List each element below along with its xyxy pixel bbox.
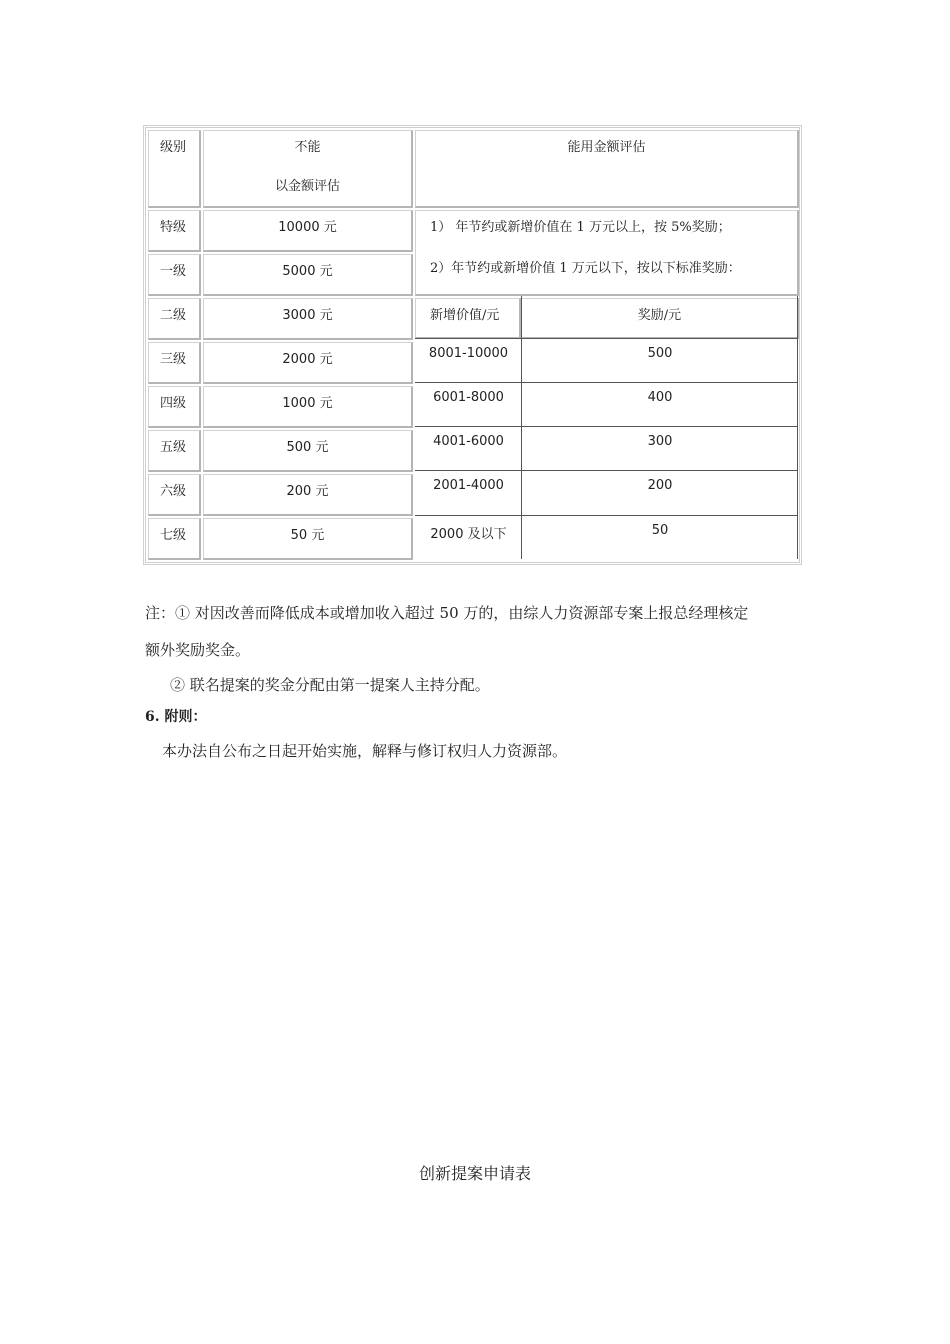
level-name: 特级 (160, 220, 187, 235)
sub-header-value: 新增价值/元 (430, 308, 500, 323)
note-1-line-2: 额外奖励奖金。 (145, 641, 251, 659)
level-name: 六级 (160, 484, 187, 499)
level-amount: 5000 元 (282, 264, 333, 279)
divider-h1 (415, 338, 798, 339)
level-amount-cell (203, 210, 413, 252)
bracket-reward: 500 (647, 346, 673, 361)
level-amount: 2000 元 (282, 352, 333, 367)
footer-title: 创新提案申请表 (418, 1164, 531, 1183)
bracket-range: 2001-4000 (433, 478, 504, 493)
divider-vertical (521, 296, 522, 559)
section-6-title: 6. 附则： (145, 709, 207, 725)
header-monetary-cell (415, 130, 799, 208)
level-name: 七级 (160, 528, 187, 543)
rule-1: 1） 年节约或新增价值在 1 万元以上，按 5%奖励； (430, 220, 731, 235)
level-name-cell (148, 474, 201, 516)
bracket-range: 4001-6000 (433, 434, 504, 449)
note-1-line-1: 注：① 对因改善而降低成本或增加收入超过 50 万的，由综人力资源部专案上报总经理核定 (145, 604, 749, 622)
level-amount-cell (203, 430, 413, 472)
header-non-monetary-line2: 以金额评估 (274, 179, 340, 194)
sub-header-reward-cell (521, 298, 799, 339)
note-2: ② 联名提案的奖金分配由第一提案人主持分配。 (170, 676, 490, 694)
level-name-cell (148, 430, 201, 472)
divider-h2 (415, 382, 798, 383)
level-amount: 200 元 (286, 484, 329, 499)
rules-cell (415, 210, 799, 296)
level-amount-cell (203, 386, 413, 428)
level-amount-cell (203, 254, 413, 296)
level-amount: 3000 元 (282, 308, 333, 323)
level-name-cell (148, 342, 201, 384)
level-amount-cell (203, 298, 413, 340)
sub-header-value-cell (415, 298, 521, 339)
bracket-range: 8001-10000 (428, 346, 509, 361)
sub-header-reward: 奖励/元 (637, 308, 682, 323)
bracket-reward: 400 (647, 390, 673, 405)
level-amount-cell (203, 474, 413, 516)
header-level-cell (148, 130, 201, 208)
level-name-cell (148, 386, 201, 428)
level-amount: 10000 元 (278, 220, 337, 235)
header-non-monetary-line1: 不能 (294, 140, 321, 155)
rule-2: 2）年节约或新增价值 1 万元以下，按以下标准奖励： (430, 261, 741, 276)
level-name: 二级 (160, 308, 187, 323)
divider-right (797, 296, 798, 559)
level-amount-cell (203, 342, 413, 384)
level-name-cell (148, 518, 201, 560)
bracket-range: 6001-8000 (433, 390, 504, 405)
divider-h5 (415, 515, 798, 516)
level-amount: 1000 元 (282, 396, 333, 411)
header-non-monetary-cell (203, 130, 413, 208)
bracket-range: 2000 及以下 (430, 527, 507, 542)
level-name: 三级 (160, 352, 187, 367)
level-amount: 50 元 (290, 528, 325, 543)
level-name-cell (148, 298, 201, 340)
level-amount: 500 元 (286, 440, 329, 455)
divider-h4 (415, 470, 798, 471)
level-name-cell (148, 210, 201, 252)
level-name: 一级 (160, 264, 187, 279)
header-level: 级别 (160, 140, 187, 155)
divider-h3 (415, 426, 798, 427)
level-name: 四级 (160, 396, 187, 411)
level-amount-cell (203, 518, 413, 560)
header-monetary: 能用金额评估 (567, 140, 646, 155)
level-name-cell (148, 254, 201, 296)
section-6-body: 本办法自公布之日起开始实施，解释与修订权归人力资源部。 (162, 742, 568, 760)
level-name: 五级 (160, 440, 187, 455)
bracket-reward: 200 (647, 478, 673, 493)
bracket-reward: 300 (647, 434, 673, 449)
bracket-reward: 50 (651, 523, 669, 538)
